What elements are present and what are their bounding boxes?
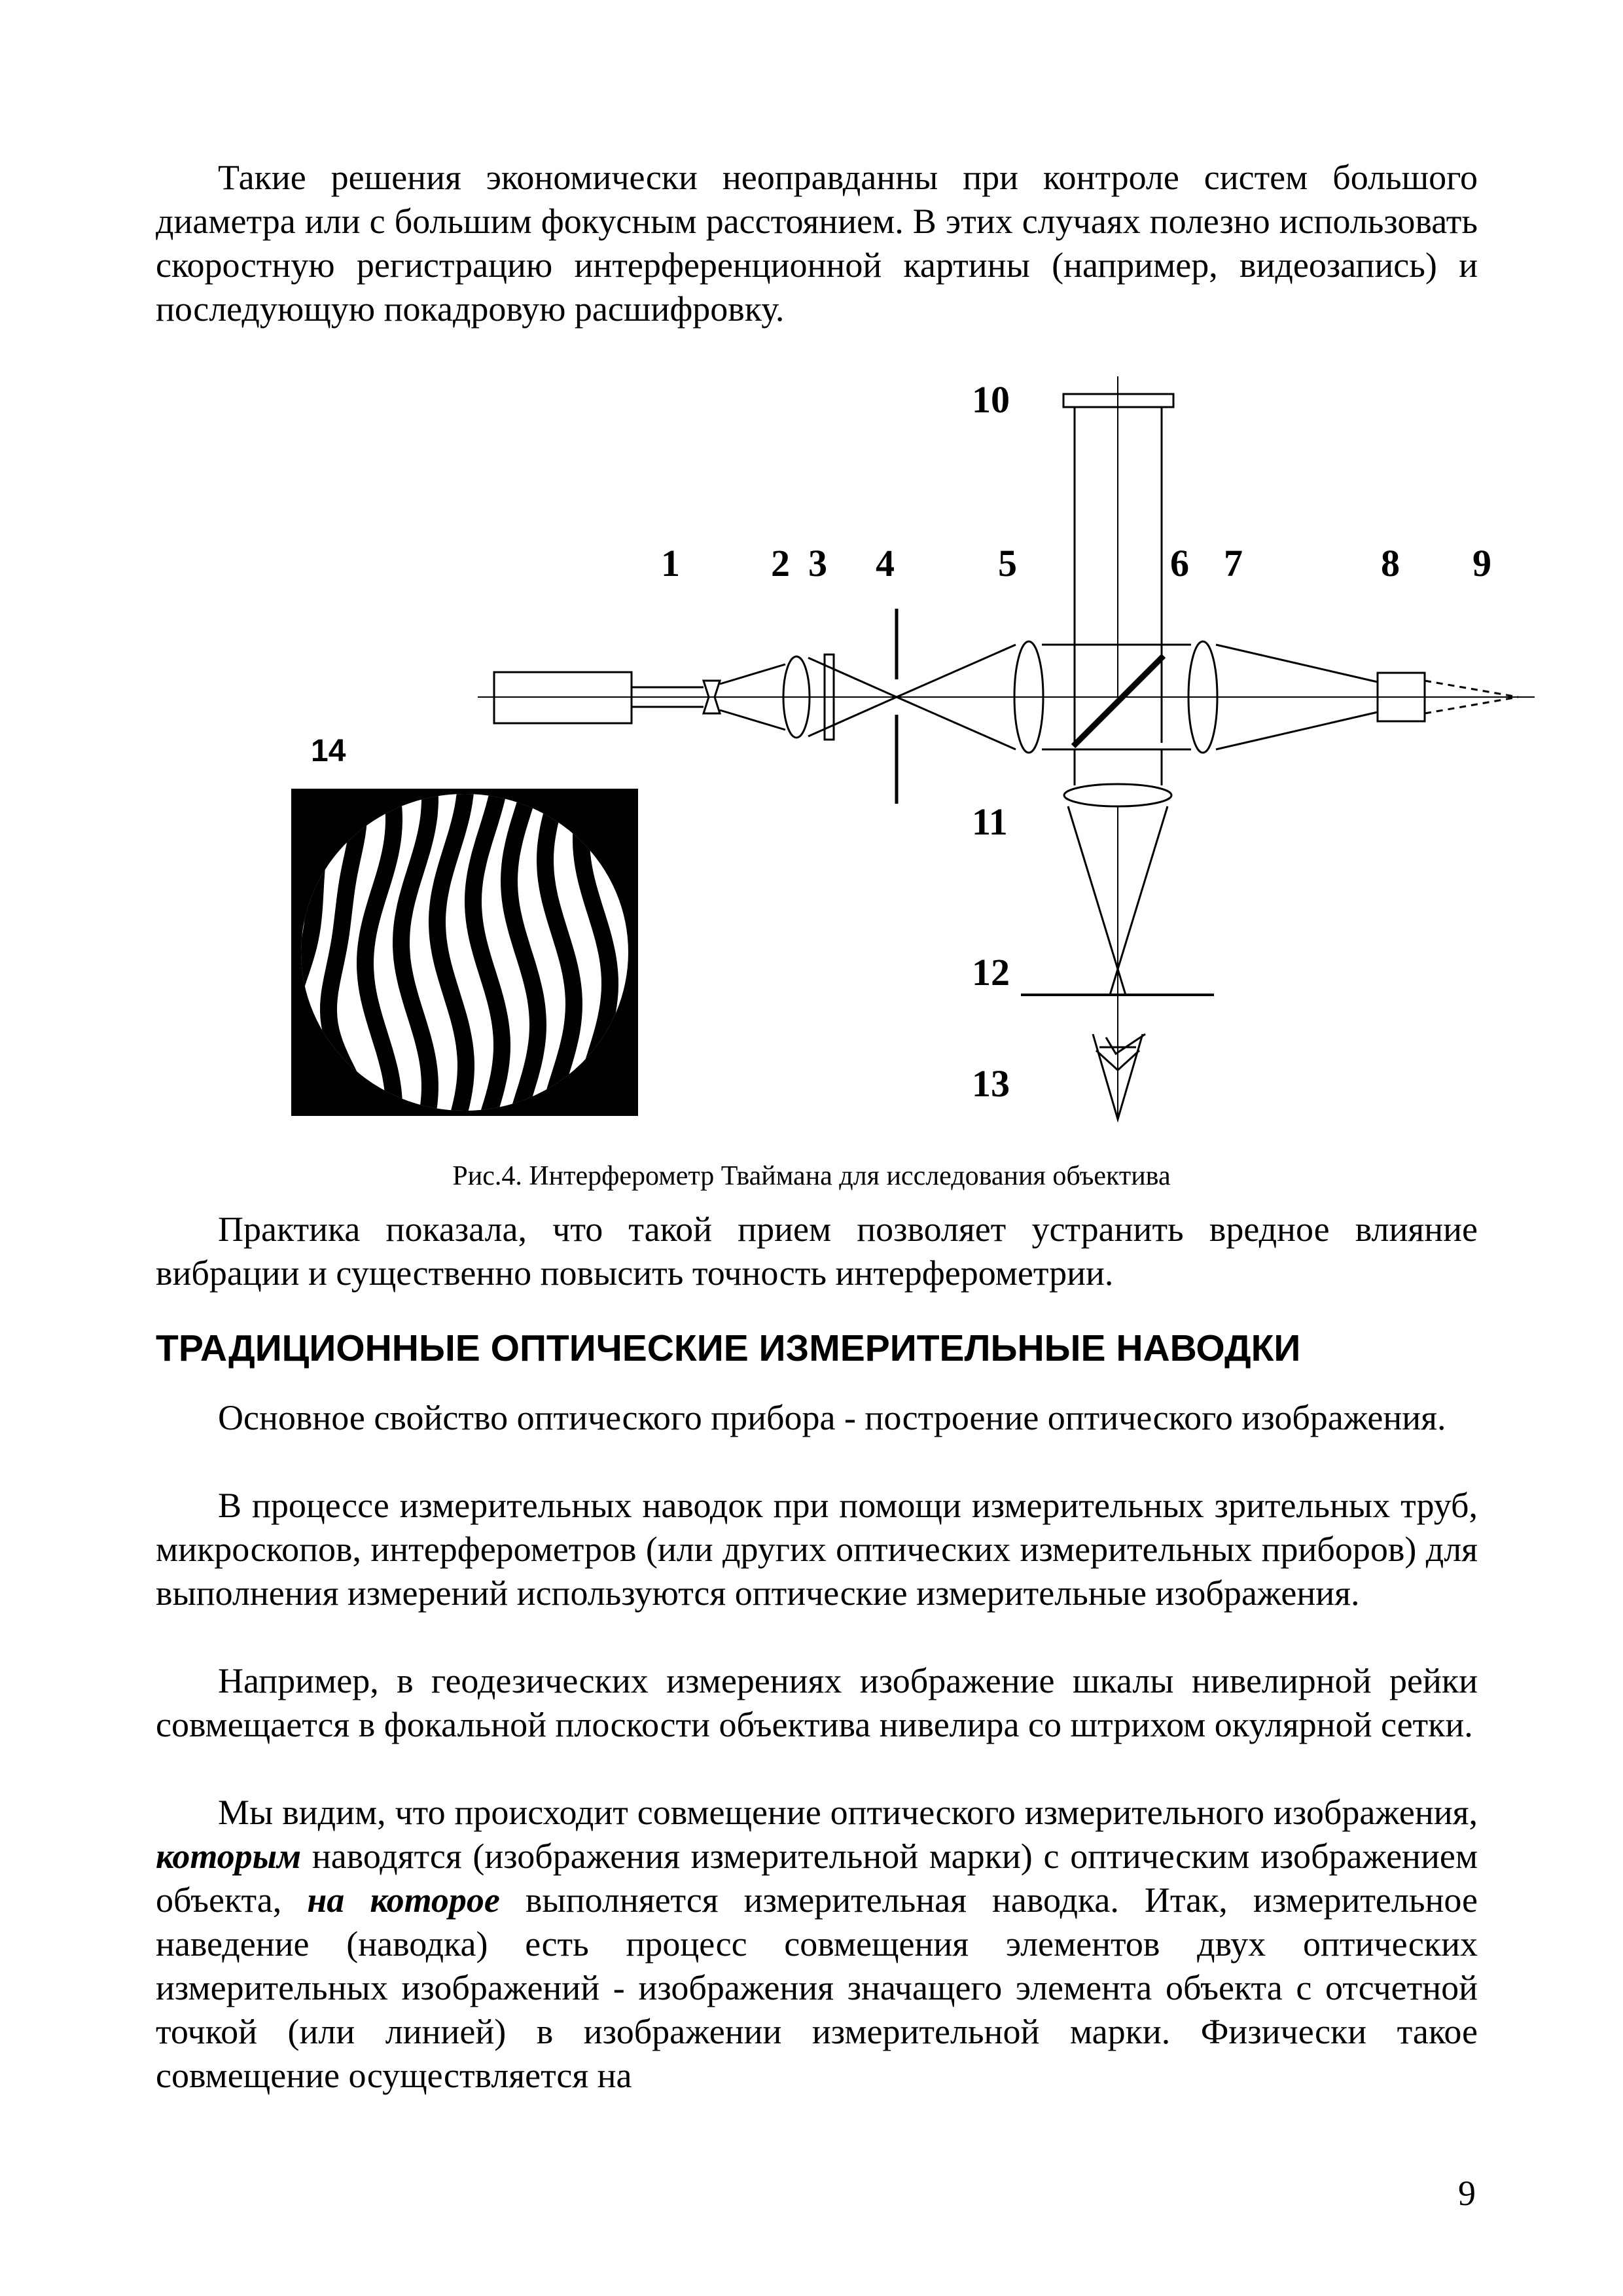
label-4: 4 [876,542,895,584]
label-14: 14 [311,734,346,768]
paragraph-5: Например, в геодезических измерениях изображение шкалы нивелирной рейки совмещается в фокальной плоскости объектива нивелира со штрихом окулярной сетки. [156,1661,1478,1744]
section-heading: ТРАДИЦИОННЫЕ ОПТИЧЕСКИЕ ИЗМЕРИТЕЛЬНЫЕ НАВОДКИ [156,1327,1301,1369]
label-12: 12 [972,951,1010,994]
paragraph-4: В процессе измерительных наводок при помощи измерительных зрительных труб, микроскопов, интерферометров (или других оптических измерительных приборов) для выполнения измерений используются оптические измерительные изображения. [156,1486,1478,1613]
figure-caption: Рис.4. Интерферометр Тваймана для исследования объектива [452,1161,1171,1191]
lens-11 [1064,784,1171,806]
paragraph-2: Практика показала, что такой прием позволяет устранить вредное влияние вибрации и существенно повысить точность интерферометрии. [156,1210,1478,1293]
label-3: 3 [808,542,827,584]
label-10: 10 [972,378,1010,421]
label-6: 6 [1170,542,1189,584]
label-2: 2 [771,542,790,584]
label-1: 1 [661,542,680,584]
label-8: 8 [1381,542,1400,584]
page-number: 9 [1458,2174,1476,2213]
interference-fringes-image [291,789,638,1116]
label-9: 9 [1472,542,1491,584]
paragraph-3: Основное свойство оптического прибора - построение оптического изображения. [218,1398,1446,1437]
paragraph-1: Такие решения экономически неоправданны при контроле систем большого диаметра или с большим фокусным расстоянием. В этих случаях полезно использовать скоростную регистрацию интерференционной картины (например, видеозапись) и последующую покадровую расшифровку. [156,158,1478,329]
label-5: 5 [998,542,1017,584]
paragraph-6: Мы видим, что происходит совмещение оптического измерительного изображения, которым наводятся (изображения измерительной марки) с оптическим изображением объекта, на которое выполняется измерительная наводка. Итак, измерительное наведение (наводка) есть процесс совмещения элементов двух оптических измерительных изображений - изображения значащего элемента объекта с отсчетной точкой (или линией) в изображении измерительной марки. Физически такое совмещение осуществляется на [156,1793,1478,2095]
label-13: 13 [972,1062,1010,1105]
label-11: 11 [972,800,1008,843]
label-7: 7 [1224,542,1243,584]
